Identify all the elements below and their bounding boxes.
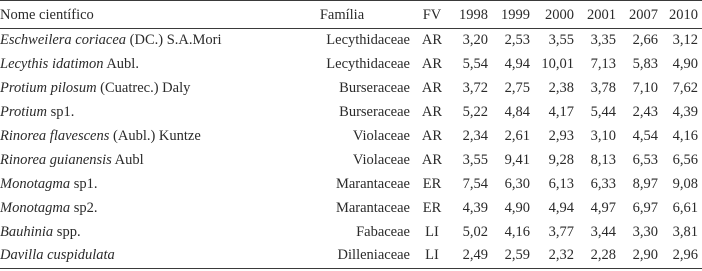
species-author: spp. (53, 223, 81, 240)
value-cell-1999: 2,59 (492, 244, 534, 268)
value-cell-2010: 3,12 (672, 31, 698, 48)
value-cell-1998: 3,72 (462, 79, 488, 96)
species-genus: Bauhinia (0, 223, 54, 240)
value-cell-1999: 2,75 (504, 79, 530, 96)
value-cell-2001: 4,97 (590, 199, 616, 216)
family-cell: Dilleniaceae (270, 244, 414, 268)
table-row (0, 172, 702, 196)
table-row (0, 52, 702, 76)
value-cell-2001: 3,44 (590, 223, 616, 240)
species-name-cell (0, 148, 270, 172)
species-author: (Cuatrec.) Daly (96, 79, 191, 96)
species-name-cell (0, 76, 270, 100)
value-cell-2001: 2,28 (578, 244, 620, 268)
table-row (0, 244, 702, 268)
value-cell-1999: 4,94 (504, 55, 530, 72)
value-cell-2007: 2,43 (632, 103, 658, 120)
species-author: sp1. (47, 103, 75, 120)
value-cell-1998: 4,39 (462, 199, 488, 216)
family-cell: Fabaceae (356, 223, 410, 240)
header-scientific-name: Nome científico (0, 0, 270, 28)
value-cell-1998: 2,49 (450, 244, 492, 268)
value-cell-2000: 2,93 (548, 127, 574, 144)
value-cell-1999: 2,53 (504, 31, 530, 48)
value-cell-2001: 7,13 (590, 55, 616, 72)
value-cell-2001: 3,10 (590, 127, 616, 144)
family-cell: Marantaceae (335, 199, 410, 216)
species-name-cell (0, 124, 270, 148)
table-row (0, 100, 702, 124)
value-cell-2007: 8,97 (632, 175, 658, 192)
species-name-cell (0, 28, 270, 52)
species-name-cell (0, 100, 270, 124)
species-genus: Rinorea guianensis (0, 151, 112, 168)
header-family: Família (270, 0, 414, 28)
species-author: Aubl. (103, 55, 139, 72)
species-genus: Protium (0, 103, 47, 120)
value-cell-2010: 4,16 (672, 127, 698, 144)
family-cell: Violaceae (352, 151, 410, 168)
fv-cell: LI (414, 244, 450, 268)
value-cell-1998: 2,34 (462, 127, 488, 144)
species-author: sp2. (70, 199, 98, 216)
species-genus: Protium pilosum (0, 79, 97, 96)
species-genus: Lecythis idatimon (0, 55, 104, 72)
value-cell-2007: 2,66 (632, 31, 658, 48)
value-cell-1999: 2,61 (504, 127, 530, 144)
species-name-cell (0, 52, 270, 76)
value-cell-2010: 4,90 (672, 55, 698, 72)
value-cell-2000: 9,28 (548, 151, 574, 168)
value-cell-1999: 4,84 (504, 103, 530, 120)
species-author: sp1. (70, 175, 98, 192)
value-cell-1998: 3,55 (462, 151, 488, 168)
value-cell-1999: 4,16 (504, 223, 530, 240)
table-row (0, 124, 702, 148)
header-year-2010: 2010 (662, 0, 702, 28)
fv-cell: AR (421, 127, 443, 144)
species-author: (Aubl.) Kuntze (109, 127, 201, 144)
value-cell-1998: 5,22 (462, 103, 488, 120)
value-cell-2000: 4,94 (548, 199, 574, 216)
species-genus: Davilla cuspidulata (0, 247, 115, 264)
header-year-2000: 2000 (534, 0, 578, 28)
value-cell-2000: 4,17 (548, 103, 574, 120)
value-cell-2007: 2,90 (620, 244, 662, 268)
species-genus: Monotagma (0, 199, 71, 216)
header-year-1998: 1998 (450, 0, 492, 28)
value-cell-1998: 3,20 (462, 31, 488, 48)
species-name-cell (0, 220, 270, 244)
species-name-cell (0, 196, 270, 220)
species-name-cell (0, 244, 270, 268)
value-cell-2001: 3,78 (590, 79, 616, 96)
value-cell-2001: 3,35 (590, 31, 616, 48)
value-cell-2000: 3,77 (548, 223, 574, 240)
family-cell: Lecythidaceae (326, 55, 410, 72)
species-author: (DC.) S.A.Mori (126, 31, 222, 48)
family-cell: Lecythidaceae (326, 31, 410, 48)
value-cell-2010: 4,39 (672, 103, 698, 120)
value-cell-2001: 5,44 (590, 103, 616, 120)
family-cell: Violaceae (352, 127, 410, 144)
value-cell-2007: 4,54 (632, 127, 658, 144)
species-name-cell (0, 172, 270, 196)
value-cell-2001: 8,13 (590, 151, 616, 168)
header-year-2001: 2001 (578, 0, 620, 28)
value-cell-2007: 6,97 (632, 199, 658, 216)
family-cell: Burseraceae (339, 79, 410, 96)
table-header-row (0, 0, 702, 28)
value-cell-2007: 5,83 (632, 55, 658, 72)
value-cell-2000: 10,01 (541, 55, 574, 72)
header-year-1999: 1999 (492, 0, 534, 28)
value-cell-1999: 6,30 (504, 175, 530, 192)
fv-cell: LI (425, 223, 439, 240)
value-cell-2007: 7,10 (632, 79, 658, 96)
value-cell-2000: 2,38 (548, 79, 574, 96)
value-cell-2007: 6,53 (632, 151, 658, 168)
family-cell: Marantaceae (335, 175, 410, 192)
species-author: Aubl (111, 151, 144, 168)
value-cell-2000: 2,32 (534, 244, 578, 268)
family-cell: Burseraceae (339, 103, 410, 120)
value-cell-2010: 9,08 (672, 175, 698, 192)
value-cell-2000: 3,55 (548, 31, 574, 48)
fv-cell: AR (421, 79, 443, 96)
header-year-2007: 2007 (620, 0, 662, 28)
value-cell-2010: 2,96 (662, 244, 702, 268)
fv-cell: AR (421, 103, 443, 120)
fv-cell: AR (421, 55, 443, 72)
value-cell-2010: 7,62 (672, 79, 698, 96)
fv-cell: AR (421, 31, 443, 48)
table-row (0, 196, 702, 220)
fv-cell: ER (422, 175, 442, 192)
value-cell-1999: 9,41 (504, 151, 530, 168)
value-cell-1998: 5,54 (462, 55, 488, 72)
value-cell-2010: 3,81 (672, 223, 698, 240)
table-row (0, 148, 702, 172)
header-fv: FV (414, 0, 450, 28)
fv-cell: ER (422, 199, 442, 216)
species-genus: Eschweilera coriacea (0, 31, 127, 48)
value-cell-1998: 5,02 (462, 223, 488, 240)
value-cell-2007: 3,30 (632, 223, 658, 240)
species-genus: Rinorea flavescens (0, 127, 110, 144)
value-cell-2010: 6,56 (672, 151, 698, 168)
value-cell-2000: 6,13 (548, 175, 574, 192)
table-row (0, 76, 702, 100)
value-cell-2001: 6,33 (590, 175, 616, 192)
value-cell-1998: 7,54 (462, 175, 488, 192)
table-row (0, 220, 702, 244)
table-row (0, 28, 702, 52)
value-cell-1999: 4,90 (504, 199, 530, 216)
species-genus: Monotagma (0, 175, 71, 192)
value-cell-2010: 6,61 (672, 199, 698, 216)
fv-cell: AR (421, 151, 443, 168)
